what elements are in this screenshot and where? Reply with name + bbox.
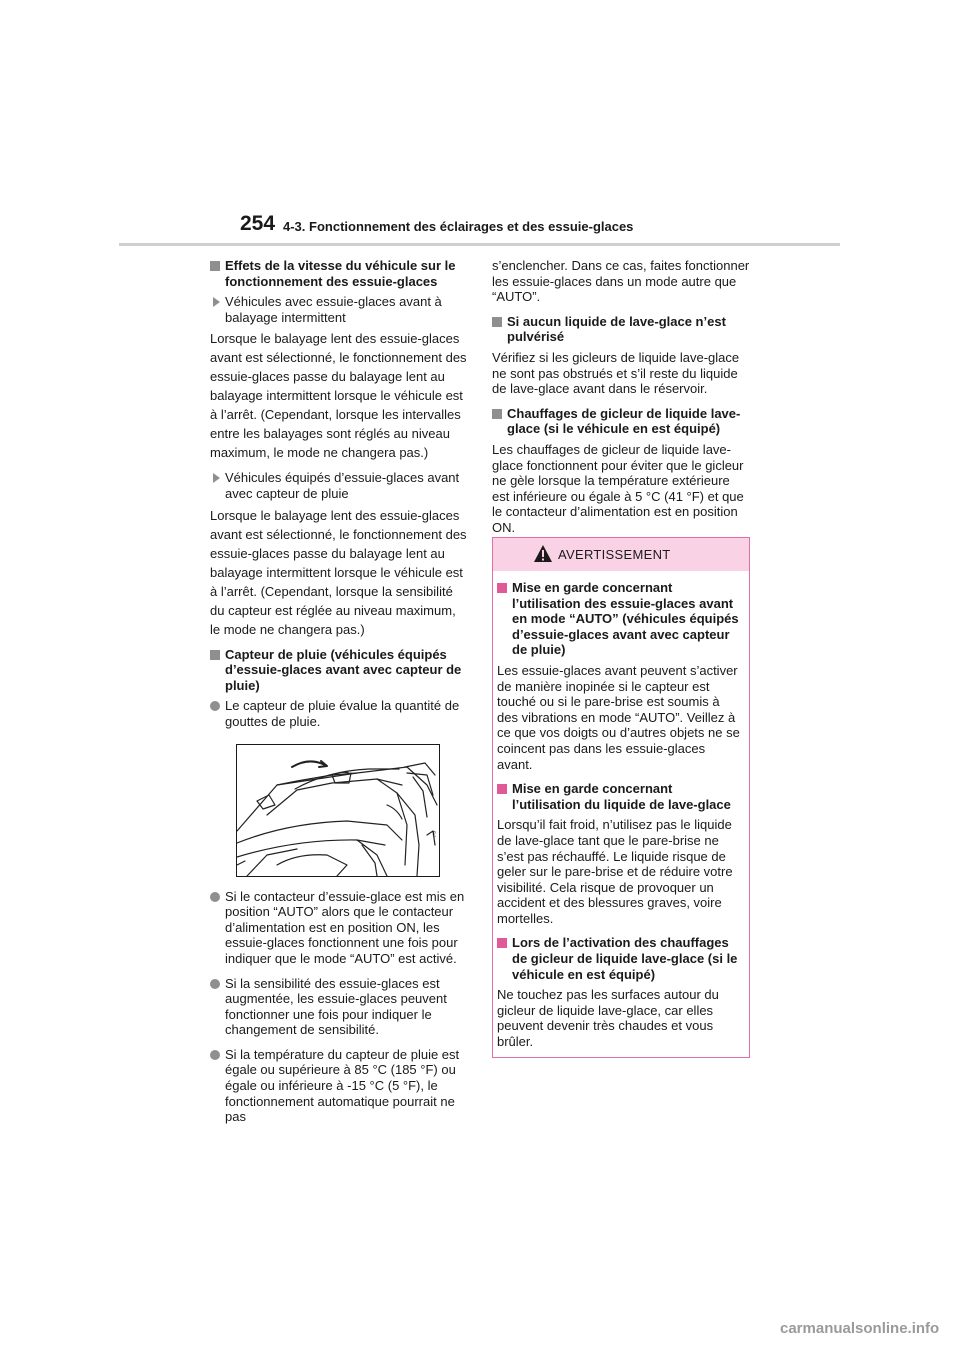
paragraph-continued: s’enclencher. Dans ce cas, faites fonctionner les essuie-glaces dans un mode autre que “AUTO”.: [492, 258, 750, 305]
bullet-temperature: Si la température du capteur de pluie est égale ou supérieure à 85 °C (185 °F) ou égale ou inférieure à -15 °C (5 °F), le fonctionnement automatique pourrait ne pas: [210, 1047, 468, 1125]
paragraph-no-washer-fluid: Vérifiez si les gicleurs de liquide lave-glace ne sont pas obstrués et s’il reste du liquide de lave-glace avant dans le réservoir.: [492, 349, 740, 397]
paragraph-intermittent: Lorsque le balayage lent des essuie-glaces avant est sélectionné, le fonctionnement des essuie-glaces passe du balayage lent au balayage intermittent lorsque le véhicule est à l’arrêt. (Cependant, lorsque les intervalles entre les balayages sont réglés au niveau maximum, le mode ne changera pas.): [210, 331, 467, 461]
warning-title: AVERTISSEMENT: [558, 547, 671, 562]
left-column: [210, 258, 468, 1134]
right-column: [492, 258, 750, 545]
section-title: 4-3. Fonctionnement des éclairages et des essuie-glaces: [283, 219, 634, 234]
warning-body: [493, 571, 749, 1050]
figure-code: ℓ: [432, 828, 437, 839]
warning-header: [493, 538, 749, 571]
warning-heading-nozzle-heaters: Lors de l’activation des chauffages de gicleur de liquide lave-glace (si le véhicule en est équipé): [497, 935, 743, 982]
rain-sensor-illustration: [236, 744, 440, 877]
heading-nozzle-heaters: Chauffages de gicleur de liquide lave-glace (si le véhicule en est équipé): [492, 406, 750, 437]
heading-vehicle-speed: Effets de la vitesse du véhicule sur le fonctionnement des essuie-glaces: [210, 258, 468, 289]
bullet-sensitivity: Si la sensibilité des essuie-glaces est augmentée, les essuie-glaces peuvent fonctionner une fois pour indiquer le changement de sensibilité.: [210, 976, 468, 1038]
car-windshield-sensor-drawing: [237, 745, 439, 876]
page-header: [0, 0, 960, 250]
warning-box: [492, 537, 750, 1058]
header-divider: [119, 243, 840, 246]
warning-triangle-icon: [533, 544, 553, 563]
subheading-intermittent: Véhicules avec essuie-glaces avant à balayage intermittent: [210, 294, 468, 325]
bullet-auto-position: Si le contacteur d’essuie-glace est mis en position “AUTO” alors que le contacteur d’alimentation est en position ON, les essuie-glaces fonctionnent une fois pour indiquer que le mode “AUTO” est activé.: [210, 889, 468, 967]
footer-watermark: carmanualsonline.info: [780, 1320, 940, 1337]
warning-paragraph-nozzle-heaters: Ne touchez pas les surfaces autour du gicleur de liquide lave-glace, car elles peuvent devenir très chaudes et vous brûler.: [497, 987, 719, 1050]
heading-no-washer-fluid: Si aucun liquide de lave-glace n’est pulvérisé: [492, 314, 750, 345]
bullet-rain-sensor-evaluates: Le capteur de pluie évalue la quantité de gouttes de pluie.: [210, 698, 468, 729]
paragraph-rain-sensor-vehicles: Lorsque le balayage lent des essuie-glaces avant est sélectionné, le fonctionnement des essuie-glaces passe du balayage lent au balayage intermittent lorsque le véhicule est à l’arrêt. (Cependant, lorsque la sensibilité du capteur est réglée au niveau maximum, le mode ne changera pas.): [210, 507, 467, 637]
heading-rain-sensor: Capteur de pluie (véhicules équipés d’essuie-glaces avant avec capteur de pluie): [210, 647, 468, 694]
paragraph-nozzle-heaters: Les chauffages de gicleur de liquide lave-glace fonctionnent pour éviter que le gicleur ne gèle lorsque la température extérieure est inférieure ou égale à 5 °C (41 °F) et que le contacteur d’alimentation est en position ON.: [492, 441, 744, 535]
subheading-rain-sensor-vehicles: Véhicules équipés d’essuie-glaces avant avec capteur de pluie: [210, 470, 468, 501]
warning-heading-washer-fluid: Mise en garde concernant l’utilisation du liquide de lave-glace: [497, 781, 743, 812]
page-number: 254: [240, 212, 276, 235]
warning-paragraph-washer-fluid: Lorsqu’il fait froid, n’utilisez pas le liquide de lave-glace tant que le pare-brise ne s’est pas réchauffé. Le liquide risque de geler sur le pare-brise et de réduire votre visibilité. Cela risque de provoquer un accident et des blessures graves, voire mortelles.: [497, 817, 733, 926]
warning-paragraph-auto-mode: Les essuie-glaces avant peuvent s’activer de manière inopinée si le capteur est touché ou si le pare-brise est soumis à des vibrations en mode “AUTO”. Veillez à ce que vos doigts ou d’autres objets ne se coincent pas dans les essuie-glaces avant.: [497, 662, 740, 772]
warning-heading-auto-mode: Mise en garde concernant l’utilisation des essuie-glaces avant en mode “AUTO” (véhicules équipés d’essuie-glaces avant avec capteur de pluie): [497, 580, 743, 658]
